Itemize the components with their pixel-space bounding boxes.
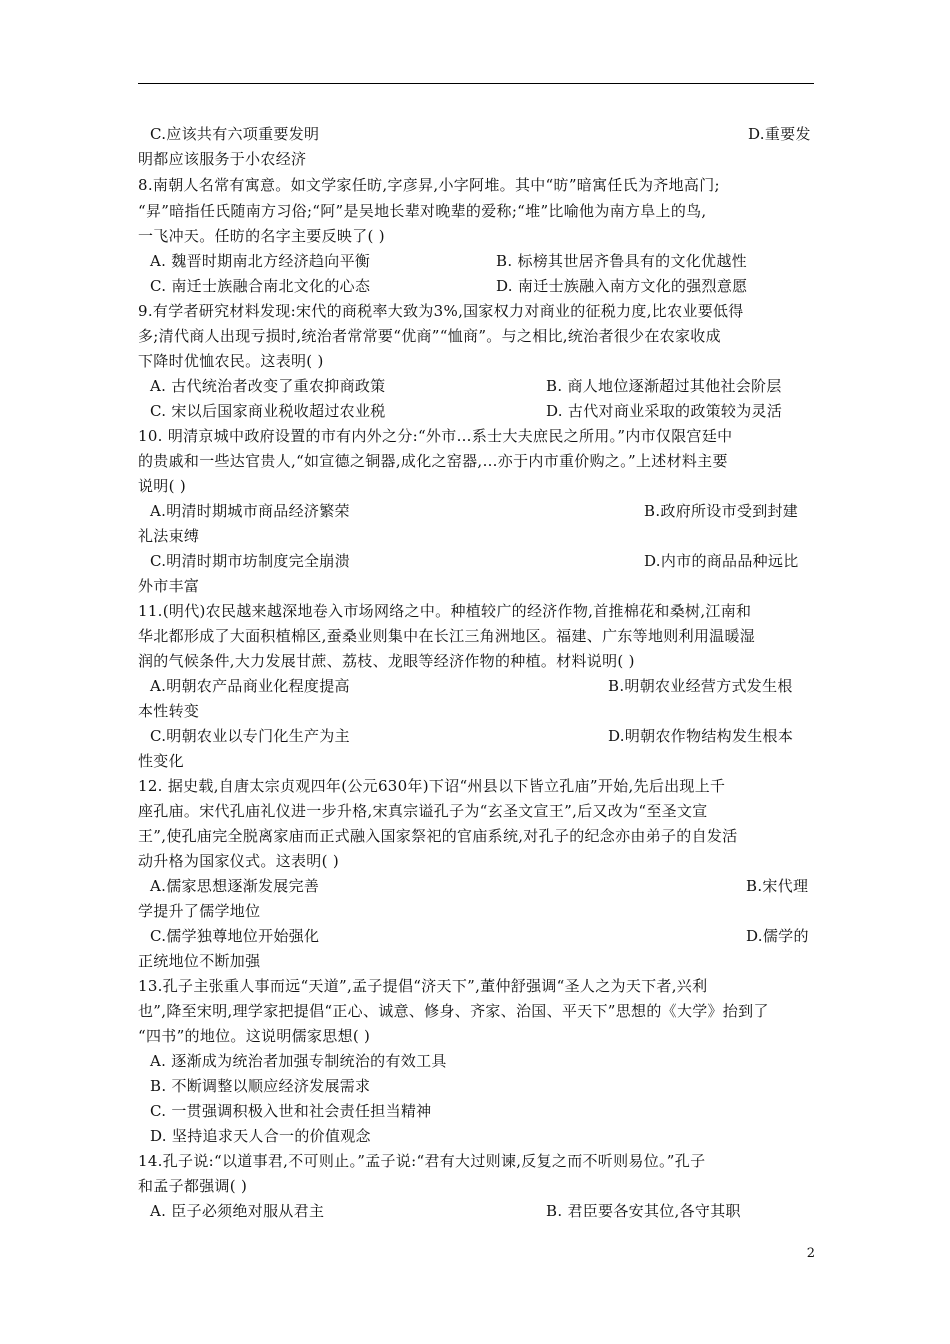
text-line: C.明朝农业以专门化生产为主 [150, 727, 350, 745]
text-line: C.明清时期市坊制度完全崩溃 [150, 552, 350, 570]
text-line: 和孟子都强调( ) [138, 1177, 248, 1195]
text-line: 性变化 [138, 752, 184, 770]
text-line: B. 标榜其世居齐鲁具有的文化优越性 [496, 252, 747, 270]
text-line: A. 魏晋时期南北方经济趋向平衡 [150, 252, 371, 270]
text-line: D.内市的商品品种远比 [644, 552, 799, 570]
text-line: D.重要发 [748, 125, 811, 143]
text-line: 的贵戚和一些达官贵人,“如宣德之铜器,成化之窑器,…亦于内市重价购之。”上述材料主要 [138, 452, 728, 470]
text-line: 正统地位不断加强 [138, 952, 261, 970]
text-line: B.明朝农业经营方式发生根 [608, 677, 793, 695]
text-line: C.应该共有六项重要发明 [150, 125, 320, 143]
text-line: C. 宋以后国家商业税收超过农业税 [150, 402, 386, 420]
text-line: 王”,使孔庙完全脱离家庙而正式融入国家祭祀的官庙系统,对孔子的纪念亦由弟子的自发活 [138, 827, 738, 845]
text-line: 学提升了儒学地位 [138, 902, 261, 920]
text-line: 华北都形成了大面积植棉区,蚕桑业则集中在长江三角洲地区。福建、广东等地则利用温暖湿 [138, 627, 756, 645]
text-line: B.政府所设市受到封建 [644, 502, 799, 520]
text-line: 12. 据史载,自唐太宗贞观四年(公元630年)下诏“州县以下皆立孔庙”开始,先后出现上千 [138, 777, 726, 795]
text-line: 座孔庙。宋代孔庙礼仪进一步升格,宋真宗谥孔子为“玄圣文宣王”,后又改为“至圣文宣 [138, 802, 708, 820]
header-rule [138, 83, 814, 84]
text-line: D.明朝农作物结构发生根本 [608, 727, 794, 745]
text-line: 8.南朝人名常有寓意。如文学家任昉,字彦昇,小字阿堆。其中“昉”暗寓任氏为齐地高门; [138, 176, 720, 194]
text-line: 本性转变 [138, 702, 200, 720]
text-line: 外市丰富 [138, 577, 200, 595]
text-line: 9.有学者研究材料发现:宋代的商税率大致为3%,国家权力对商业的征税力度,比农业要低得 [138, 302, 744, 320]
text-line: A.儒家思想逐渐发展完善 [150, 877, 320, 895]
text-line: 润的气候条件,大力发展甘蔗、荔枝、龙眼等经济作物的种植。材料说明( ) [138, 652, 635, 670]
text-line: C.儒学独尊地位开始强化 [150, 927, 320, 945]
text-line: C. 南迁士族融合南北文化的心态 [150, 277, 371, 295]
text-line: B. 君臣要各安其位,各守其职 [546, 1202, 741, 1220]
text-line: 14.孔子说:“以道事君,不可则止。”孟子说:“君有大过则谏,反复之而不听则易位。”孔子 [138, 1152, 706, 1170]
text-line: D.儒学的 [746, 927, 809, 945]
text-line: 说明( ) [138, 477, 186, 495]
text-line: D. 坚持追求天人合一的价值观念 [150, 1127, 371, 1145]
text-line: 10. 明清京城中政府设置的市有内外之分:“外市…系士大夫庶民之所用。”内市仅限宫廷中 [138, 427, 733, 445]
text-line: 明都应该服务于小农经济 [138, 150, 307, 168]
text-line: 一飞冲天。任昉的名字主要反映了( ) [138, 227, 385, 245]
text-line: 11.(明代)农民越来越深地卷入市场网络之中。种植较广的经济作物,首推棉花和桑树,江南和 [138, 602, 752, 620]
text-line: 13.孔子主张重人事而远“天道”,孟子提倡“济天下”,董仲舒强调“圣人之为天下者,兴利 [138, 977, 708, 995]
text-line: C. 一贯强调积极入世和社会责任担当精神 [150, 1102, 432, 1120]
text-line: “昇”暗指任氏随南方习俗;“阿”是吴地长辈对晚辈的爱称;“堆”比喻他为南方阜上的鸟, [138, 202, 707, 220]
text-line: B.宋代理 [746, 877, 809, 895]
text-line: B. 不断调整以顺应经济发展需求 [150, 1077, 371, 1095]
text-line: 下降时优恤农民。这表明( ) [138, 352, 324, 370]
text-line: A. 古代统治者改变了重农抑商政策 [150, 377, 386, 395]
text-line: B. 商人地位逐渐超过其他社会阶层 [546, 377, 782, 395]
text-line: A. 臣子必须绝对服从君主 [150, 1202, 325, 1220]
text-line: D. 南迁士族融入南方文化的强烈意愿 [496, 277, 748, 295]
text-line: A.明清时期城市商品经济繁荣 [150, 502, 350, 520]
text-line: “四书”的地位。这说明儒家思想( ) [138, 1027, 371, 1045]
text-line: A. 逐渐成为统治者加强专制统治的有效工具 [150, 1052, 447, 1070]
text-line: D. 古代对商业采取的政策较为灵活 [546, 402, 783, 420]
text-line: 动升格为国家仪式。这表明( ) [138, 852, 339, 870]
text-line: 也”,降至宋明,理学家把提倡“正心、诚意、修身、齐家、治国、平天下”思想的《大学》抬到了 [138, 1002, 769, 1020]
page-number: 2 [806, 1246, 815, 1261]
text-line: 多;清代商人出现亏损时,统治者常常要“优商”“恤商”。与之相比,统治者很少在农家收成 [138, 327, 721, 345]
text-line: A.明朝农产品商业化程度提高 [150, 677, 350, 695]
text-line: 礼法束缚 [138, 527, 200, 545]
